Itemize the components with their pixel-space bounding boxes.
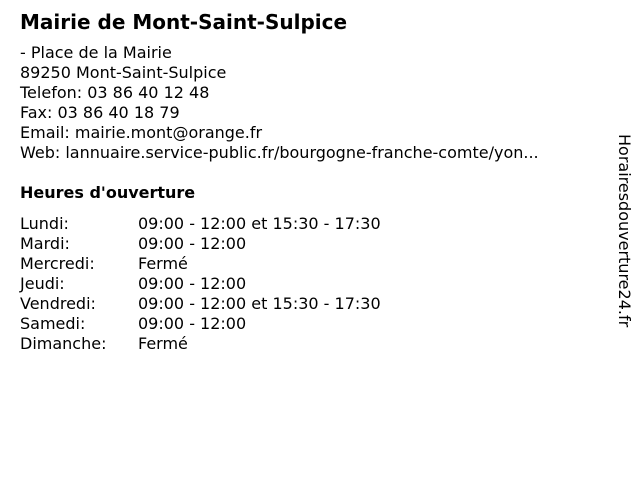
day-label: Vendredi: [20, 294, 96, 313]
email-address: Email: mairie.mont@orange.fr [20, 123, 263, 142]
day-hours: 09:00 - 12:00 et 15:30 - 17:30 [138, 294, 381, 313]
day-label: Jeudi: [20, 274, 65, 293]
phone-number: Telefon: 03 86 40 12 48 [20, 83, 210, 102]
website-url: Web: lannuaire.service-public.fr/bourgogne-franche-comte/yon... [20, 143, 539, 162]
day-hours: 09:00 - 12:00 [138, 234, 247, 253]
day-hours: 09:00 - 12:00 [138, 274, 247, 293]
day-label: Mardi: [20, 234, 70, 253]
day-label: Dimanche: [20, 334, 107, 353]
day-label: Samedi: [20, 314, 86, 333]
day-label: Lundi: [20, 214, 69, 233]
fax-number: Fax: 03 86 40 18 79 [20, 103, 180, 122]
day-hours: 09:00 - 12:00 et 15:30 - 17:30 [138, 214, 381, 233]
hours-heading: Heures d'ouverture [20, 183, 196, 202]
day-hours: 09:00 - 12:00 [138, 314, 247, 333]
address-street: - Place de la Mairie [20, 43, 172, 62]
site-watermark: Horairesdouverture24.fr [615, 134, 634, 328]
day-hours: Fermé [138, 334, 188, 353]
address-city: 89250 Mont-Saint-Sulpice [20, 63, 227, 82]
page-title: Mairie de Mont-Saint-Sulpice [20, 10, 348, 34]
contact-info [20, 43, 539, 163]
day-label: Mercredi: [20, 254, 95, 273]
day-hours: Fermé [138, 254, 188, 273]
